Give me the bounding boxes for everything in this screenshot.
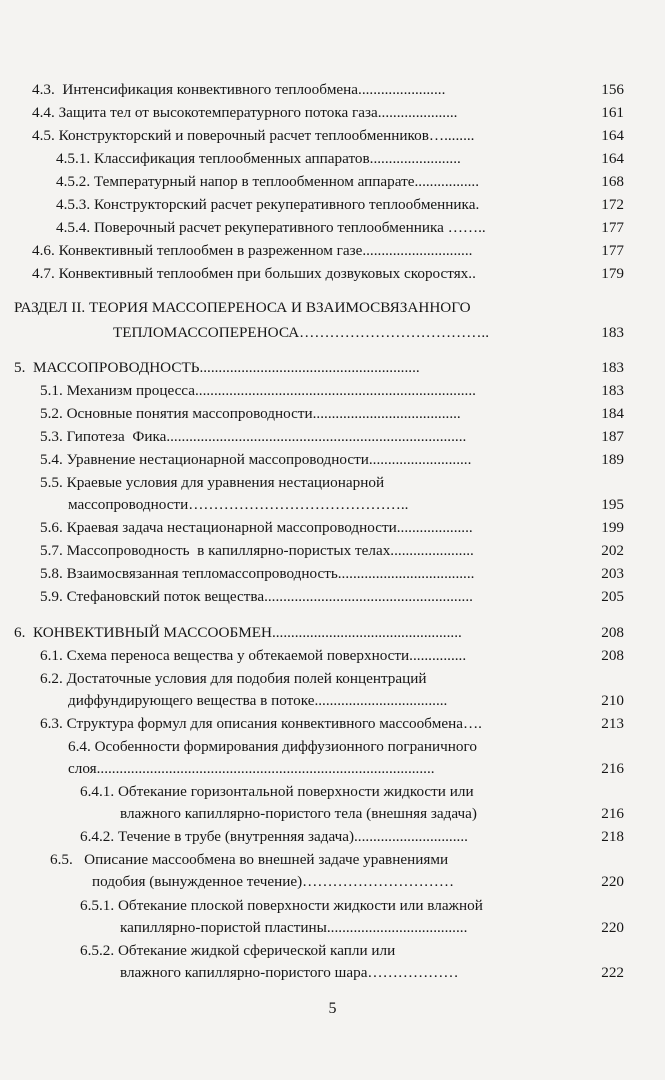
toc-entry-page: 156 <box>601 81 624 98</box>
toc-entry-text: 6.1. Схема переноса вещества у обтекаемой поверхности............... <box>40 647 467 664</box>
toc-entry-page: 222 <box>601 964 624 981</box>
toc-entry <box>0 826 665 848</box>
toc-entry-text: 4.5. Конструкторский и поверочный расчет теплообменников…........ <box>32 127 475 144</box>
toc-entry-page: 161 <box>601 104 624 121</box>
toc-entry-text: 5.2. Основные понятия массопроводности....................................... <box>40 405 461 422</box>
toc-entry-text: РАЗДЕЛ II. ТЕОРИЯ МАССОПЕРЕНОСА И ВЗАИМОСВЯЗАННОГО <box>14 299 471 316</box>
toc-entry-page: 177 <box>601 219 624 236</box>
toc-entry <box>0 758 665 780</box>
toc-entry <box>0 171 665 193</box>
toc-entry <box>0 940 665 962</box>
toc-entry-page: 218 <box>601 828 624 845</box>
toc-entry-page: 213 <box>601 715 624 732</box>
toc-entry-page: 184 <box>601 405 624 422</box>
toc-entry-text: 4.5.4. Поверочный расчет рекуперативного теплообменника …….. <box>56 219 486 236</box>
toc-entry-text: 6.5. Описание массообмена во внешней задаче уравнениями <box>50 851 449 868</box>
toc-entry <box>0 263 665 285</box>
toc-entry-text: 6.4.1. Обтекание горизонтальной поверхности жидкости или <box>80 783 474 800</box>
toc-entry <box>0 803 665 825</box>
toc-entry-text: диффундирующего вещества в потоке................................... <box>68 692 448 709</box>
toc-entry <box>0 125 665 147</box>
toc-entry-text: 5.3. Гипотеза Фика............................................................................... <box>40 428 467 445</box>
toc-section-heading <box>0 322 665 344</box>
toc-entry-text: влажного капиллярно-пористого тела (внешняя задача) <box>120 805 477 822</box>
toc-entry-text: ТЕПЛОМАССОПЕРЕНОСА……………………………….. <box>113 324 490 341</box>
toc-entry-text: 4.6. Конвективный теплообмен в разреженном газе............................. <box>32 242 473 259</box>
toc-entry-page: 208 <box>601 647 624 664</box>
toc-entry-page: 172 <box>601 196 624 213</box>
toc-entry <box>0 690 665 712</box>
toc-entry-text: 6.5.1. Обтекание плоской поверхности жидкости или влажной <box>80 897 483 914</box>
toc-entry <box>0 668 665 690</box>
toc-entry-page: 177 <box>601 242 624 259</box>
toc-entry-page: 183 <box>601 382 624 399</box>
toc-entry <box>0 736 665 758</box>
toc-entry-page: 187 <box>601 428 624 445</box>
toc-entry-text: 4.5.1. Классификация теплообменных аппаратов........................ <box>56 150 461 167</box>
toc-entry <box>0 540 665 562</box>
toc-entry <box>0 517 665 539</box>
toc-entry-text: 4.3. Интенсификация конвективного теплообмена....................... <box>32 81 446 98</box>
toc-entry-page: 216 <box>601 805 624 822</box>
toc-entry <box>0 403 665 425</box>
toc-entry-text: слоя......................................................................................... <box>68 760 435 777</box>
toc-entry-page: 183 <box>601 324 624 341</box>
toc-entry-text: 4.7. Конвективный теплообмен при больших дозвуковых скоростях.. <box>32 265 476 282</box>
toc-entry <box>0 917 665 939</box>
toc-entry-page: 168 <box>601 173 624 190</box>
toc-entry-page: 220 <box>601 873 624 890</box>
toc-entry-text: 5.4. Уравнение нестационарной массопроводности........................... <box>40 451 472 468</box>
toc-entry-text: 5.1. Механизм процесса.......................................................................... <box>40 382 476 399</box>
toc-entry-page: 208 <box>601 624 624 641</box>
toc-entry <box>0 895 665 917</box>
toc-entry-page: 179 <box>601 265 624 282</box>
toc-entry-page: 183 <box>601 359 624 376</box>
toc-entry-page: 164 <box>601 127 624 144</box>
toc-entry <box>0 102 665 124</box>
toc-entry-text: капиллярно-пористой пластины..................................... <box>120 919 468 936</box>
toc-entry-page: 210 <box>601 692 624 709</box>
toc-entry-text: подобия (вынужденное течение)………………………… <box>92 873 455 890</box>
toc-entry <box>0 380 665 402</box>
toc-entry <box>0 148 665 170</box>
toc-entry <box>0 449 665 471</box>
toc-entry <box>0 645 665 667</box>
toc-entry-text: 6. КОНВЕКТИВНЫЙ МАССООБМЕН.................................................. <box>14 624 462 641</box>
toc-chapter <box>0 622 665 644</box>
toc-entry-text: 4.4. Защита тел от высокотемпературного потока газа..................... <box>32 104 458 121</box>
toc-section-heading <box>0 297 665 319</box>
page-number: 5 <box>328 1000 337 1017</box>
toc-entry-text: 5.7. Массопроводность в капиллярно-пористых телах...................... <box>40 542 474 559</box>
toc-entry <box>0 217 665 239</box>
toc-entry-text: 6.4.2. Течение в трубе (внутренняя задача).............................. <box>80 828 468 845</box>
toc-entry <box>0 494 665 516</box>
toc-entry-text: массопроводности…………………………………….. <box>68 496 409 513</box>
toc-entry-text: 6.3. Структура формул для описания конвективного массообмена…. <box>40 715 482 732</box>
toc-entry-text: 5. МАССОПРОВОДНОСТЬ.......................................................... <box>14 359 420 376</box>
toc-entry-text: 5.8. Взаимосвязанная тепломассопроводность.................................... <box>40 565 475 582</box>
toc-entry-text: 4.5.2. Температурный напор в теплообменном аппарате................. <box>56 173 480 190</box>
toc-entry <box>0 240 665 262</box>
toc-entry <box>0 781 665 803</box>
toc-entry <box>0 426 665 448</box>
toc-entry-page: 216 <box>601 760 624 777</box>
toc-entry-text: 5.6. Краевая задача нестационарной массопроводности.................... <box>40 519 473 536</box>
toc-entry-text: 4.5.3. Конструкторский расчет рекуперативного теплообменника. <box>56 196 480 213</box>
toc-entry <box>0 194 665 216</box>
toc-entry <box>0 472 665 494</box>
toc-entry <box>0 871 665 893</box>
toc-entry <box>0 563 665 585</box>
toc-entry-text: 5.5. Краевые условия для уравнения нестационарной <box>40 474 385 491</box>
toc-entry-page: 202 <box>601 542 624 559</box>
toc-entry <box>0 713 665 735</box>
toc-chapter <box>0 357 665 379</box>
toc-entry-text: 6.4. Особенности формирования диффузионного пограничного <box>68 738 477 755</box>
toc-entry-text: 6.2. Достаточные условия для подобия полей концентраций <box>40 670 427 687</box>
toc-entry-text: 5.9. Стефановский поток вещества....................................................... <box>40 588 473 605</box>
toc-entry-page: 195 <box>601 496 624 513</box>
toc-entry-page: 189 <box>601 451 624 468</box>
toc-entry-page: 199 <box>601 519 624 536</box>
toc-entry-page: 164 <box>601 150 624 167</box>
toc-entry-page: 220 <box>601 919 624 936</box>
toc-entry-page: 203 <box>601 565 624 582</box>
toc-entry <box>0 586 665 608</box>
toc-entry-text: влажного капиллярно-пористого шара……………… <box>120 964 459 981</box>
toc-entry-page: 205 <box>601 588 624 605</box>
toc-entry <box>0 962 665 984</box>
toc-entry <box>0 849 665 871</box>
toc-entry-text: 6.5.2. Обтекание жидкой сферической капли или <box>80 942 396 959</box>
toc-entry <box>0 79 665 101</box>
